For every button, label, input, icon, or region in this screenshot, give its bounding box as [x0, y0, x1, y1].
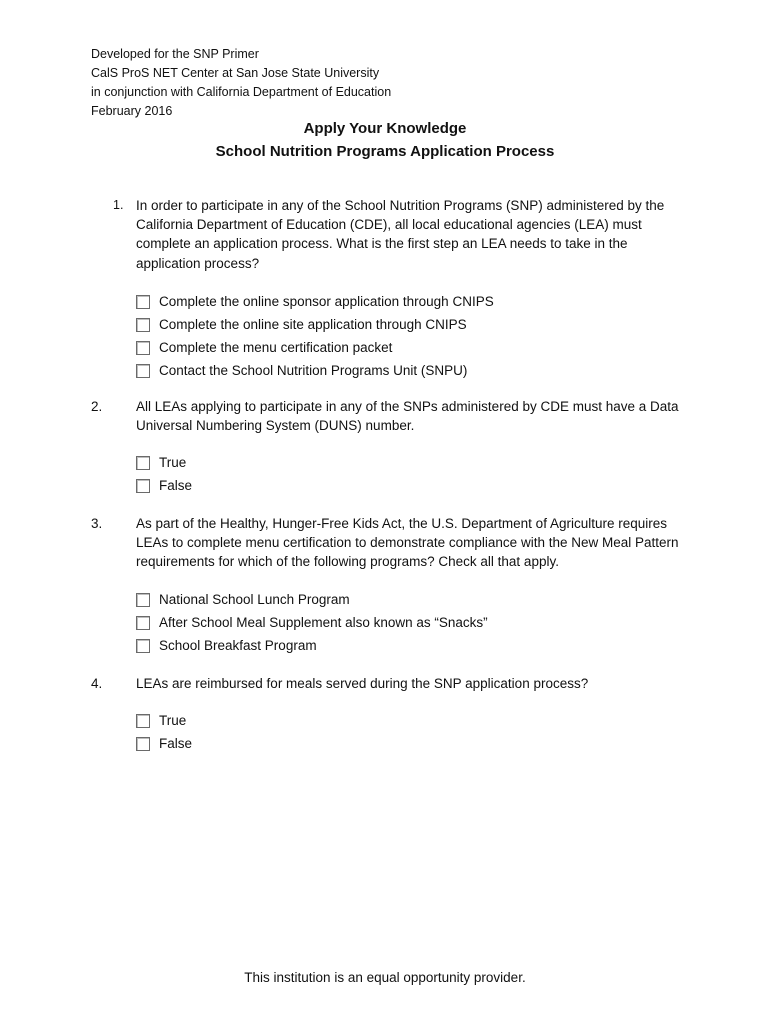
- checkbox[interactable]: [136, 456, 150, 470]
- question-text: All LEAs applying to participate in any of the SNPs administered by CDE must have a Data Universal Numbering System (DUNS) number.: [136, 399, 679, 434]
- answer-options: [136, 290, 494, 382]
- checkbox[interactable]: [136, 639, 150, 653]
- question-text: As part of the Healthy, Hunger-Free Kids Act, the U.S. Department of Agriculture requires LEAs to complete menu certification to demonstrate compliance with the New Meal Pattern requirements for which of the following programs? Check all that apply.: [136, 516, 679, 570]
- title-line-2: School Nutrition Programs Application Process: [215, 143, 555, 160]
- answer-option[interactable]: [136, 634, 488, 657]
- document-header: [91, 45, 391, 121]
- answer-options: [136, 709, 192, 755]
- option-label: Complete the online sponsor application through CNIPS: [159, 294, 494, 309]
- option-label: True: [159, 455, 187, 470]
- answer-option[interactable]: [136, 611, 488, 634]
- answer-option[interactable]: [136, 451, 192, 474]
- checkbox[interactable]: [136, 616, 150, 630]
- header-line: Developed for the SNP Primer: [91, 47, 259, 61]
- header-line: CalS ProS NET Center at San Jose State University: [91, 66, 380, 80]
- page-title: [0, 117, 770, 163]
- answer-option[interactable]: [136, 290, 494, 313]
- checkbox[interactable]: [136, 295, 150, 309]
- answer-option[interactable]: [136, 588, 488, 611]
- question-text: LEAs are reimbursed for meals served during the SNP application process?: [136, 676, 589, 691]
- answer-option[interactable]: [136, 474, 192, 497]
- answer-option[interactable]: [136, 732, 192, 755]
- option-label: School Breakfast Program: [159, 638, 317, 653]
- question-number: 3.: [91, 516, 103, 531]
- answer-options: [136, 588, 488, 657]
- checkbox[interactable]: [136, 341, 150, 355]
- answer-option[interactable]: [136, 359, 494, 382]
- answer-options: [136, 451, 192, 497]
- question-number: 1.: [113, 198, 124, 212]
- checkbox[interactable]: [136, 318, 150, 332]
- option-label: Contact the School Nutrition Programs Unit (SNPU): [159, 363, 468, 378]
- answer-option[interactable]: [136, 313, 494, 336]
- question-text: In order to participate in any of the School Nutrition Programs (SNP) administered by the California Department of Education (CDE), all local educational agencies (LEA) must complete an application process. What is the first step an LEA needs to take in the application process?: [136, 198, 665, 271]
- question-number: 4.: [91, 676, 103, 691]
- option-label: False: [159, 736, 193, 751]
- header-line: February 2016: [91, 104, 173, 118]
- answer-option[interactable]: [136, 336, 494, 359]
- option-label: True: [159, 713, 187, 728]
- option-label: Complete the online site application through CNIPS: [159, 317, 467, 332]
- checkbox[interactable]: [136, 364, 150, 378]
- header-line: in conjunction with California Department of Education: [91, 85, 392, 99]
- answer-option[interactable]: [136, 709, 192, 732]
- checkbox[interactable]: [136, 593, 150, 607]
- title-line-1: Apply Your Knowledge: [303, 120, 467, 137]
- checkbox[interactable]: [136, 737, 150, 751]
- option-label: National School Lunch Program: [159, 592, 350, 607]
- footer-notice: This institution is an equal opportunity provider.: [244, 970, 526, 985]
- option-label: Complete the menu certification packet: [159, 340, 393, 355]
- option-label: After School Meal Supplement also known as “Snacks”: [159, 615, 488, 630]
- option-label: False: [159, 478, 193, 493]
- question-number: 2.: [91, 399, 103, 414]
- checkbox[interactable]: [136, 714, 150, 728]
- checkbox[interactable]: [136, 479, 150, 493]
